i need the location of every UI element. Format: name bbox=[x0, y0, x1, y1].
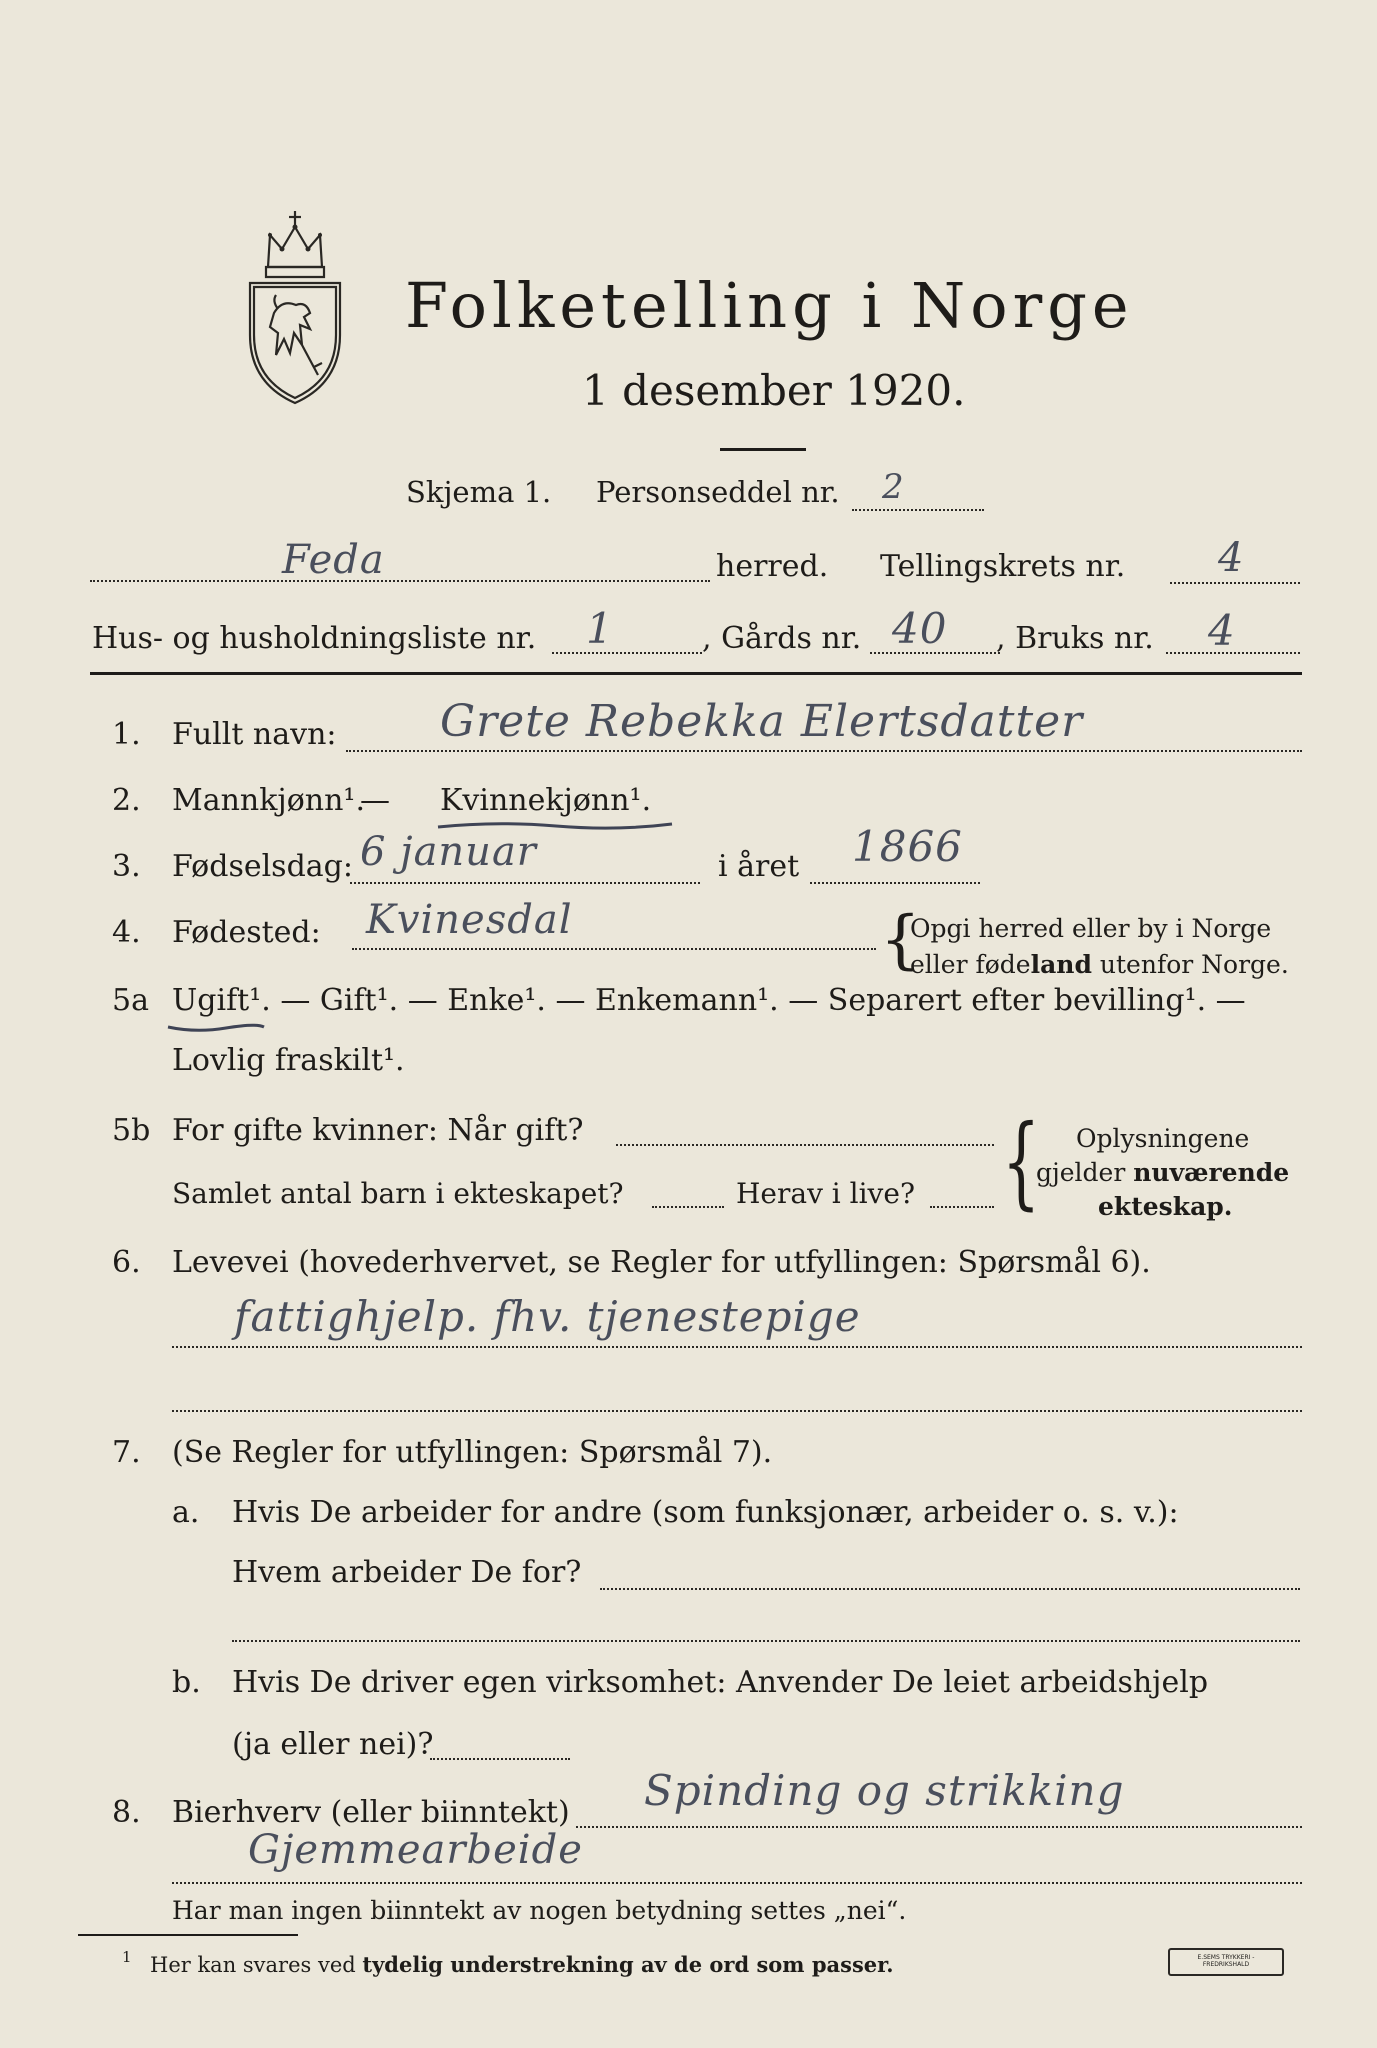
q4-number: 4. bbox=[112, 915, 141, 950]
married-when-label: For gifte kvinner: Når gift? bbox=[172, 1113, 584, 1148]
schema-label: Skjema 1. bbox=[406, 475, 552, 509]
tellingskrets-value: 4 bbox=[1218, 535, 1245, 581]
marriage-note-line3: ekteskap. bbox=[1098, 1192, 1233, 1221]
birthplace-field[interactable] bbox=[352, 948, 876, 950]
children-alive-field[interactable] bbox=[930, 1206, 994, 1208]
q6-label: Levevei (hovederhvervet, se Regler for utfyllingen: Spørsmål 6). bbox=[172, 1245, 1151, 1280]
birthplace-note-line2 bbox=[910, 952, 1289, 977]
side-income-field-line1[interactable] bbox=[576, 1826, 1302, 1828]
q7a-line2: Hvem arbeider De for? bbox=[232, 1555, 582, 1590]
footnote-mark: 1 bbox=[122, 1948, 132, 1966]
footnote-text bbox=[150, 1954, 894, 1976]
herred-label: herred. bbox=[716, 549, 829, 584]
lovlig-fraskilt-option[interactable]: Lovlig fraskilt¹. bbox=[172, 1043, 405, 1078]
occupation-field-line2[interactable] bbox=[172, 1410, 1302, 1412]
title-divider bbox=[720, 448, 806, 451]
side-income-value2: Gjemmearbeide bbox=[248, 1827, 583, 1873]
marriage-note-line2 bbox=[1036, 1160, 1289, 1185]
q7b-line2: (ja eller nei)? bbox=[232, 1727, 434, 1762]
hus-field[interactable] bbox=[552, 652, 702, 654]
birth-year-value: 1866 bbox=[852, 822, 963, 871]
occupation-value: fattighjelp. fhv. tjenestepige bbox=[234, 1292, 861, 1341]
gards-value: 40 bbox=[892, 604, 948, 653]
form-title: Folketelling i Norge bbox=[405, 269, 1134, 342]
q7a-line1: Hvis De arbeider for andre (som funksjonær, arbeider o. s. v.): bbox=[232, 1495, 1179, 1530]
note-text: eller føde bbox=[910, 950, 1031, 979]
employer-field-line1[interactable] bbox=[600, 1588, 1300, 1590]
note-text: gjelder bbox=[1036, 1158, 1134, 1187]
hus-value: 1 bbox=[586, 604, 614, 653]
tellingskrets-field[interactable] bbox=[1170, 582, 1300, 584]
full-name-field[interactable] bbox=[346, 750, 1302, 752]
birthday-value: 6 januar bbox=[360, 829, 537, 875]
children-count-label: Samlet antal barn i ekteskapet? bbox=[172, 1177, 624, 1210]
marital-status-options bbox=[172, 983, 1246, 1018]
coat-of-arms-emblem bbox=[240, 205, 350, 410]
birth-year-label: i året bbox=[718, 849, 800, 884]
footnote-divider bbox=[78, 1934, 298, 1936]
q2-number: 2. bbox=[112, 783, 141, 818]
q7b-letter: b. bbox=[172, 1665, 201, 1700]
hired-help-field[interactable] bbox=[430, 1758, 570, 1760]
gards-label: , Gårds nr. bbox=[702, 621, 862, 656]
birthday-field[interactable] bbox=[350, 882, 700, 884]
bruks-value: 4 bbox=[1208, 606, 1236, 655]
sex-female-option[interactable]: Kvinnekjønn¹. bbox=[440, 783, 652, 818]
side-income-note: Har man ingen biinntekt av nogen betydning settes „nei“. bbox=[172, 1896, 907, 1925]
marriage-note-brace: { bbox=[1002, 1103, 1041, 1220]
bruks-label: , Bruks nr. bbox=[996, 621, 1154, 656]
side-income-value1: Spinding og strikking bbox=[644, 1766, 1125, 1815]
herred-value: Feda bbox=[282, 537, 385, 583]
married-when-field[interactable] bbox=[616, 1144, 994, 1146]
tellingskrets-label: Tellingskrets nr. bbox=[880, 549, 1126, 584]
q1-number: 1. bbox=[112, 717, 141, 752]
q7-label: (Se Regler for utfyllingen: Spørsmål 7). bbox=[172, 1435, 773, 1470]
q3-number: 3. bbox=[112, 849, 141, 884]
marriage-note-line1: Oplysningene bbox=[1076, 1124, 1250, 1153]
ugift-option[interactable]: Ugift bbox=[172, 983, 250, 1018]
occupation-field-line1[interactable] bbox=[172, 1346, 1302, 1348]
q7b-line1: Hvis De driver egen virksomhet: Anvender De leiet arbeidshjelp bbox=[232, 1665, 1209, 1700]
printer-stamp-text: E.SEMS TRYKKERI - FREDRIKSHALD bbox=[1197, 1954, 1255, 1968]
q1-label: Fullt navn: bbox=[172, 717, 337, 752]
note-bold-text: land bbox=[1030, 950, 1092, 979]
q3-label: Fødselsdag: bbox=[172, 849, 353, 884]
q7a-letter: a. bbox=[172, 1495, 200, 1530]
header-divider bbox=[90, 672, 1302, 675]
side-income-field-line2[interactable] bbox=[172, 1882, 1302, 1884]
birthplace-note-line1: Opgi herred eller by i Norge bbox=[910, 914, 1272, 943]
note-bold-text: nuværende bbox=[1133, 1158, 1290, 1187]
q5b-number: 5b bbox=[112, 1113, 151, 1148]
children-count-field[interactable] bbox=[652, 1206, 724, 1208]
personseddel-label: Personseddel nr. bbox=[596, 475, 840, 509]
q4-label: Fødested: bbox=[172, 915, 321, 950]
ugift-underline-mark bbox=[166, 1020, 266, 1039]
employer-field-line2[interactable] bbox=[232, 1640, 1300, 1642]
sex-dash: — bbox=[360, 783, 390, 818]
full-name-value: Grete Rebekka Elertsdatter bbox=[440, 696, 1084, 747]
other-status-options[interactable]: ¹. — Gift¹. — Enke¹. — Enkemann¹. — Separert efter bevilling¹. — bbox=[249, 983, 1246, 1018]
q6-number: 6. bbox=[112, 1245, 141, 1280]
printer-stamp bbox=[1168, 1948, 1284, 1976]
personseddel-value: 2 bbox=[882, 467, 905, 507]
q8-label: Bierhverv (eller biinntekt) bbox=[172, 1795, 570, 1830]
footnote-bold: tydelig understrekning av de ord som passer. bbox=[362, 1952, 894, 1977]
herred-field[interactable] bbox=[90, 580, 710, 582]
personseddel-field[interactable] bbox=[852, 509, 984, 511]
sex-male-option[interactable]: Mannkjønn¹. bbox=[172, 783, 365, 818]
hus-label: Hus- og husholdningsliste nr. bbox=[92, 621, 537, 656]
birthplace-value: Kvinesdal bbox=[366, 897, 573, 943]
children-alive-label: Herav i live? bbox=[736, 1177, 915, 1210]
birth-year-field[interactable] bbox=[810, 882, 980, 884]
birthplace-note-brace: { bbox=[880, 903, 921, 977]
q7-number: 7. bbox=[112, 1435, 141, 1470]
footnote-plain: Her kan svares ved bbox=[150, 1953, 363, 1977]
q5a-number: 5a bbox=[112, 983, 149, 1018]
note-text: utenfor Norge. bbox=[1091, 950, 1289, 979]
census-date: 1 desember 1920. bbox=[582, 366, 966, 415]
q8-number: 8. bbox=[112, 1795, 141, 1830]
